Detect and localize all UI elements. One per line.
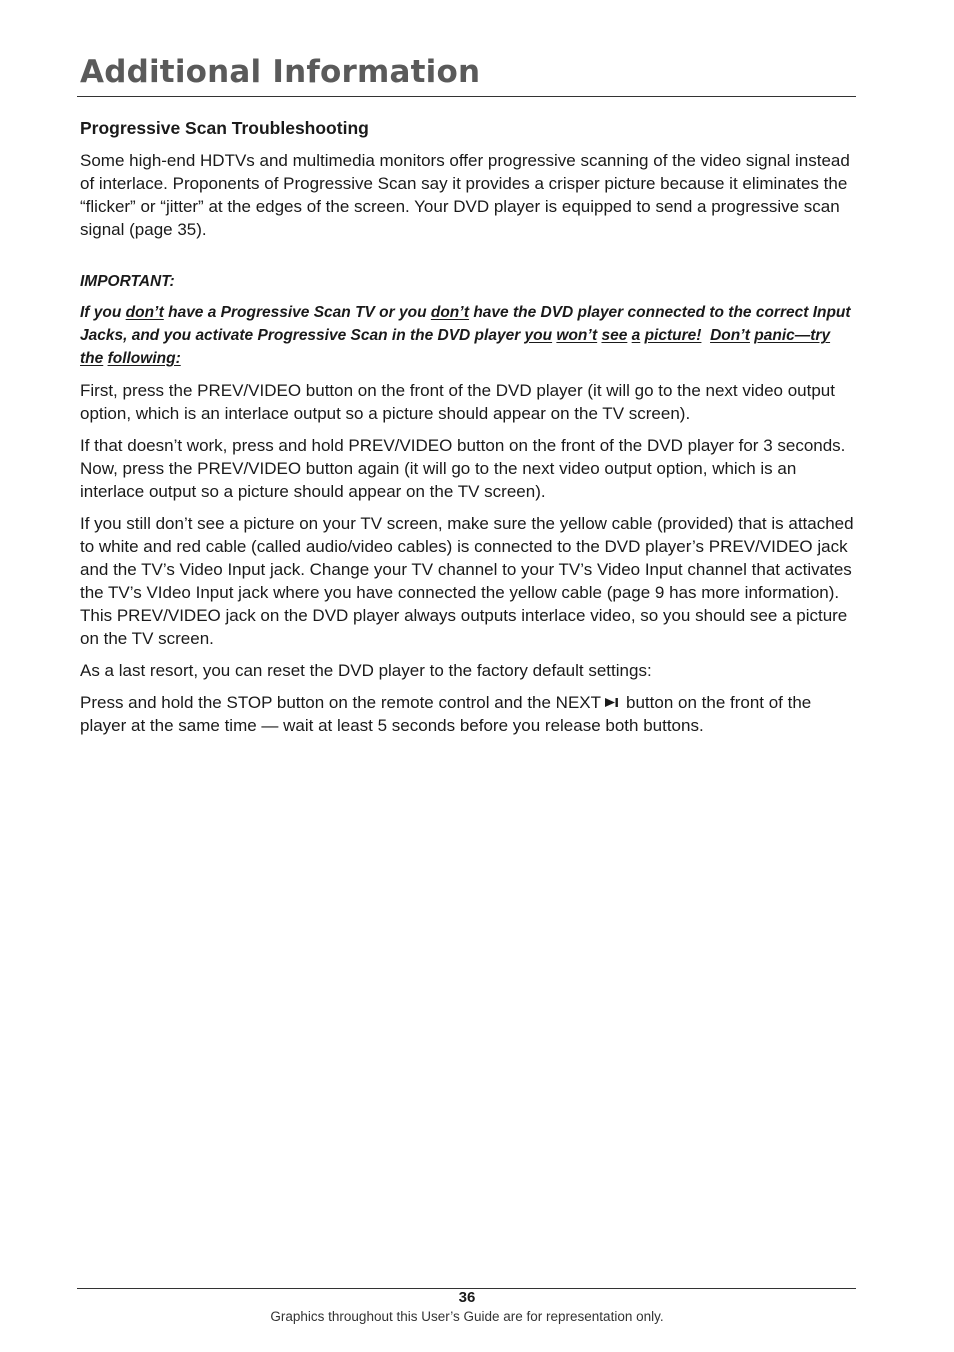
main-content — [80, 115, 856, 746]
page-number: 36 — [458, 1289, 476, 1306]
section-heading: Progressive Scan Troubleshooting — [80, 118, 369, 138]
next-track-icon — [604, 697, 620, 708]
intro-paragraph: Some high-end HDTVs and multimedia monitors offer progressive scanning of the video signal instead of interlace. Proponents of Progressive Scan say it provides a crisper picture because it eliminates the “flicker” or “jitter” at the edges of the screen. Your DVD player is equipped to send a progressive scan signal (page 35). — [80, 151, 850, 239]
step-paragraph: As a last resort, you can reset the DVD player to the factory default settings: — [80, 661, 652, 680]
warning-paragraph: If you don’t have a Progressive Scan TV or you don’t have the DVD player connected to the correct Input Jacks, and you activate Progressive Scan in the DVD player you won’t see a picture! Don’t panic—try the following: — [80, 304, 851, 367]
footer-note: Graphics throughout this User’s Guide are for representation only. — [270, 1309, 664, 1324]
step-paragraph: If you still don’t see a picture on your TV screen, make sure the yellow cable (provided) that is attached to white and red cable (called audio/video cables) is connected to the DVD player’s PREV/VIDEO jack and the TV’s Video Input jack. Change your TV channel to your TV’s Video Input channel that activates the TV’s VIdeo Input jack where you have connected the yellow cable (page 9 has more information). This PREV/VIDEO jack on the DVD player always outputs interlace video, so you should see a picture on the TV screen. — [80, 514, 854, 648]
page-title: Additional Information — [80, 54, 481, 90]
step-paragraph: First, press the PREV/VIDEO button on the front of the DVD player (it will go to the next video output option, which is an interlace output so a picture should appear on the TV screen). — [80, 381, 835, 423]
title-divider — [77, 96, 856, 97]
step-paragraph: If that doesn’t work, press and hold PREV/VIDEO button on the front of the DVD player for 3 seconds. Now, press the PREV/VIDEO button again (it will go to the next video output option, which is an interlace output so a picture should appear on the TV screen). — [80, 436, 846, 501]
reset-paragraph: Press and hold the STOP button on the remote control and the NEXT button on the front of the player at the same time — wait at least 5 seconds before you release both buttons. — [80, 693, 812, 735]
important-label: IMPORTANT: — [80, 273, 175, 290]
